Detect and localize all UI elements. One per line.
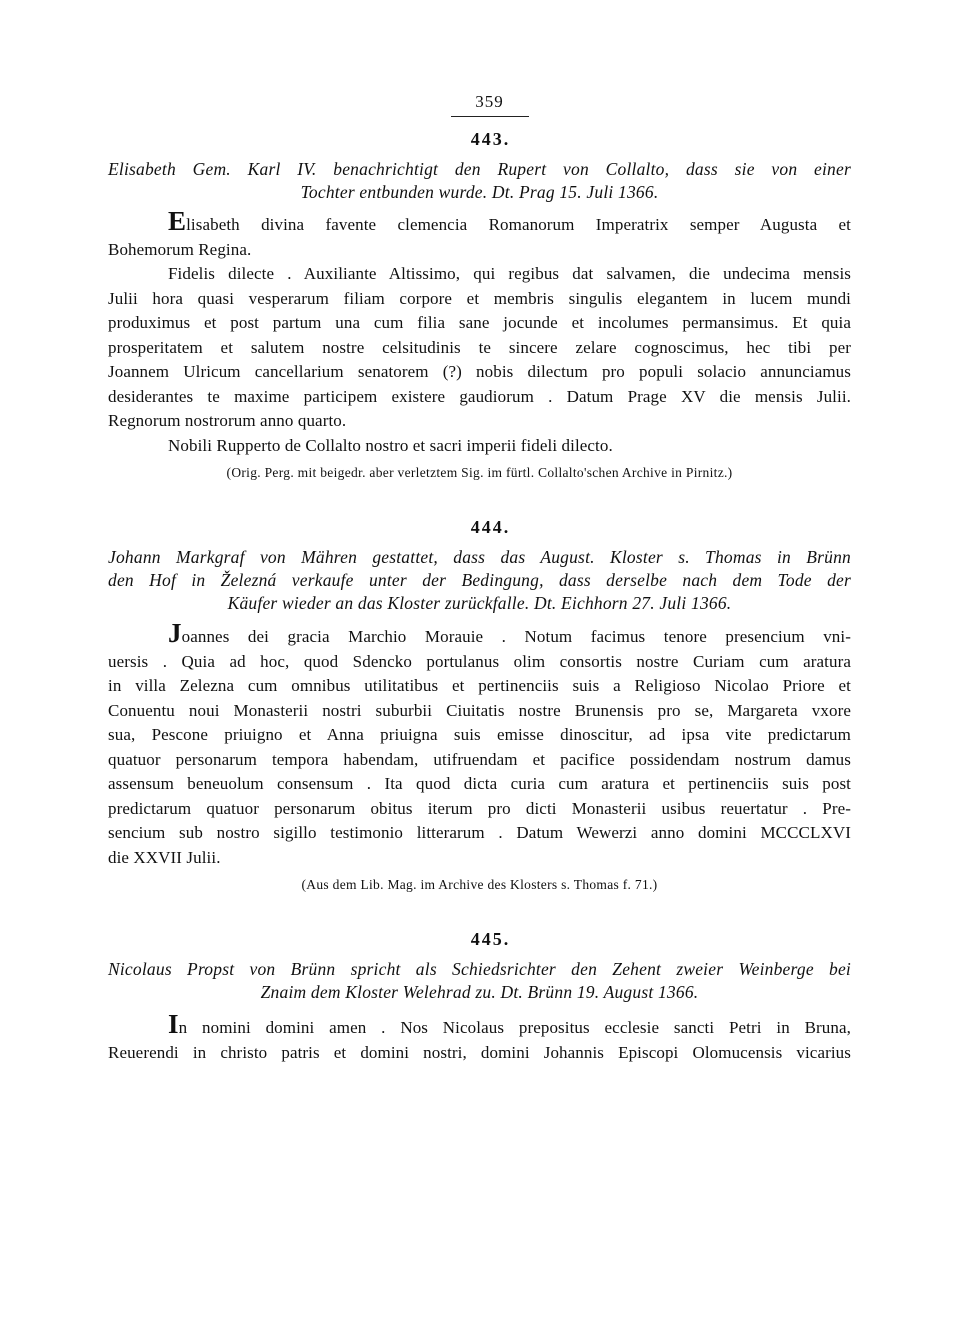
regest-443 xyxy=(108,158,851,204)
regest-line: Johann Markgraf von Mähren gestattet, dass das August. Kloster s. Thomas in Brünn xyxy=(108,547,851,567)
regest-line: Znaim dem Kloster Welehrad zu. Dt. Brünn 19. August 1366. xyxy=(260,982,699,1002)
text-line: Nobili Rupperto de Collalto nostro et sacri imperii fideli dilecto. xyxy=(168,435,613,455)
text-line: die XXVII Julii. xyxy=(108,847,221,867)
text-line: Reuerendi in christo patris et domini nostri, domini Johannis Episcopi Olomucensis vicarius xyxy=(108,1042,851,1062)
regest-line: Nicolaus Propst von Brünn spricht als Schiedsrichter den Zehent zweier Weinberge bei xyxy=(108,959,851,979)
text-line xyxy=(108,206,851,238)
text-line: Joannem Ulricum cancellarium senatorem (?) nobis dilectum pro populi solacio annunciamus xyxy=(108,362,851,381)
source-note-443: (Orig. Perg. mit beigedr. aber verletztem Sig. im fürtl. Collalto'schen Archive in Pirnitz.) xyxy=(226,465,733,480)
initial-letter: E xyxy=(168,206,187,236)
text-line: sua, Pescone priuigno et Anna priuigna suis emisse dinoscitur, ad ipsa vite predictarum xyxy=(108,725,851,744)
text-span: lisabeth divina favente clemencia Romanorum Imperatrix semper Augusta et xyxy=(186,215,851,234)
regest-line: den Hof in Železná verkaufe unter der Bedingung, dass derselbe nach dem Tode der xyxy=(108,570,851,590)
text-line: prosperitatem et salutem nostre celsitudinis te sincere zelare cognoscimus, hec tibi per xyxy=(108,337,851,357)
text-line xyxy=(108,1009,851,1041)
text-span: n nomini domini amen . Nos Nicolaus prepositus ecclesie sancti Petri in Bruna, xyxy=(178,1018,851,1037)
text-line: uersis . Quia ad hoc, quod Sdencko portulanus olim consortis nostre Curiam cum aratura xyxy=(108,651,851,671)
doc-number-445: 445. xyxy=(470,929,511,949)
page xyxy=(108,92,851,1065)
text-line: Fidelis dilecte . Auxiliante Altissimo, qui regibus dat salvamen, die undecima mensis xyxy=(168,264,851,283)
letter-445 xyxy=(108,1009,851,1065)
initial-letter: I xyxy=(168,1009,179,1039)
text-line: sencium sub nostro sigillo testimonio litterarum . Datum Wewerzi anno domini MCCCLXVI xyxy=(108,823,851,842)
regest-444 xyxy=(108,546,851,615)
page-number-rule xyxy=(451,116,529,117)
text-line: Julii hora quasi vesperarum filiam corpore et membris singulis elegantem in lucem mundi xyxy=(108,288,851,308)
initial-letter: J xyxy=(168,618,182,648)
text-line: assensum beneuolum consensum . Ita quod dicta curia cum aratura et pertinenciis suis post xyxy=(108,774,851,793)
text-line: produximus et post partum una cum filia sane jocunde et incolumes permansimus. Et quia xyxy=(108,313,851,332)
text-line: predictarum quatuor personarum obitus iterum pro dicti Monasterii usibus reuertatur . Pre- xyxy=(108,798,851,818)
text-line: desiderantes te maxime participem existere gaudiorum . Datum Prage XV die mensis Julii. xyxy=(108,386,851,406)
page-number: 359 xyxy=(475,92,504,111)
regest-line: Käufer wieder an das Kloster zurückfalle. Dt. Eichhorn 27. Juli 1366. xyxy=(227,593,732,613)
regest-line: Tochter entbunden wurde. Dt. Prag 15. Juli 1366. xyxy=(300,182,659,202)
text-line: Bohemorum Regina. xyxy=(108,239,252,259)
doc-number-443: 443. xyxy=(470,129,511,149)
text-line: quatuor personarum tempora habendam, utifruendam et pacifice possidendam nostrum damus xyxy=(108,749,851,769)
text-span: oannes dei gracia Marchio Morauie . Notum facimus tenore presencium vni- xyxy=(181,627,851,646)
letter-444 xyxy=(108,618,851,870)
text-line: Conuentu noui Monasterii nostri suburbii Ciuitatis nostre Brunensis pro se, Margareta vxore xyxy=(108,700,851,720)
regest-445 xyxy=(108,958,851,1004)
regest-line: Elisabeth Gem. Karl IV. benachrichtigt den Rupert von Collalto, dass sie von einer xyxy=(108,159,851,179)
source-note-444: (Aus dem Lib. Mag. im Archive des Klosters s. Thomas f. 71.) xyxy=(301,877,658,892)
text-line xyxy=(108,618,851,650)
doc-number-444: 444. xyxy=(470,517,511,537)
text-line: in villa Zelezna cum omnibus utilitatibus et pertinenciis suis a Religioso Nicolao Priore et xyxy=(108,676,851,695)
letter-443 xyxy=(108,206,851,458)
text-line: Regnorum nostrorum anno quarto. xyxy=(108,411,347,430)
